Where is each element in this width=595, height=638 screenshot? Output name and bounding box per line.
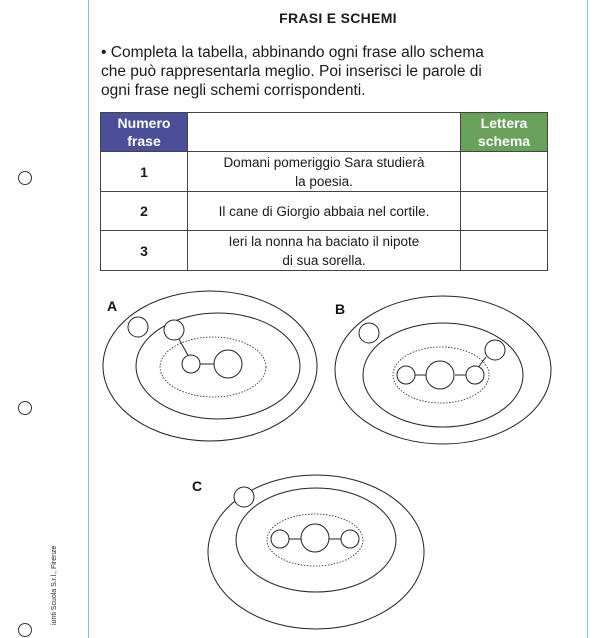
- instruction-line-2: che può rappresentarla meglio. Poi inserisci le parole di: [101, 63, 482, 80]
- scheme-c-word-slot[interactable]: [271, 530, 289, 548]
- scheme-b-word-slot[interactable]: [359, 323, 379, 343]
- sentence-line: Ieri la nonna ha baciato il nipote: [228, 233, 420, 249]
- header-number-line2: frase: [127, 133, 161, 149]
- scheme-b-word-slot[interactable]: [466, 366, 484, 384]
- instruction-line-1: Completa la tabella, abbinando ogni frase allo schema: [110, 44, 484, 61]
- scheme-a-word-slot[interactable]: [164, 320, 184, 340]
- scheme-b-word-slot[interactable]: [397, 366, 415, 384]
- scheme-a: [103, 291, 317, 441]
- header-number-line1: Numero: [117, 115, 171, 131]
- scheme-c-word-slot[interactable]: [301, 524, 329, 552]
- scheme-b-label: B: [335, 301, 346, 317]
- row-number: 1: [101, 152, 188, 192]
- header-letter-line1: Lettera: [480, 115, 528, 131]
- instruction-line-3: ogni frase negli schemi corrispondenti.: [101, 82, 366, 99]
- scheme-a-word-slot[interactable]: [128, 317, 148, 337]
- sentence-line: Domani pomeriggio Sara studierà: [223, 154, 425, 170]
- header-letter-line2: schema: [477, 133, 531, 149]
- scheme-a-word-slot[interactable]: [182, 355, 200, 373]
- scheme-a-label: A: [107, 298, 118, 314]
- sentence-line: la poesia.: [295, 173, 353, 189]
- scheme-c-word-slot[interactable]: [341, 530, 359, 548]
- scheme-a-word-slot[interactable]: [214, 350, 242, 378]
- sentence-line: Il cane di Giorgio abbaia nel cortile.: [218, 203, 430, 219]
- bullet-icon: •: [101, 44, 107, 61]
- row-number: 2: [101, 192, 188, 231]
- scheme-b: [335, 296, 551, 444]
- scheme-c-word-slot[interactable]: [234, 487, 254, 507]
- scheme-b-word-slot[interactable]: [426, 361, 454, 389]
- page-title: FRASI E SCHEMI: [279, 10, 397, 26]
- row-number: 3: [101, 231, 188, 271]
- scheme-b-word-slot[interactable]: [485, 340, 505, 360]
- scheme-a-inner-ellipse: [160, 337, 266, 397]
- scheme-c: [192, 475, 424, 629]
- copyright-credit: iunti Scuola S.r.l., Firenze: [51, 545, 58, 625]
- sentence-line: di sua sorella.: [282, 252, 366, 268]
- scheme-c-label: C: [192, 478, 203, 494]
